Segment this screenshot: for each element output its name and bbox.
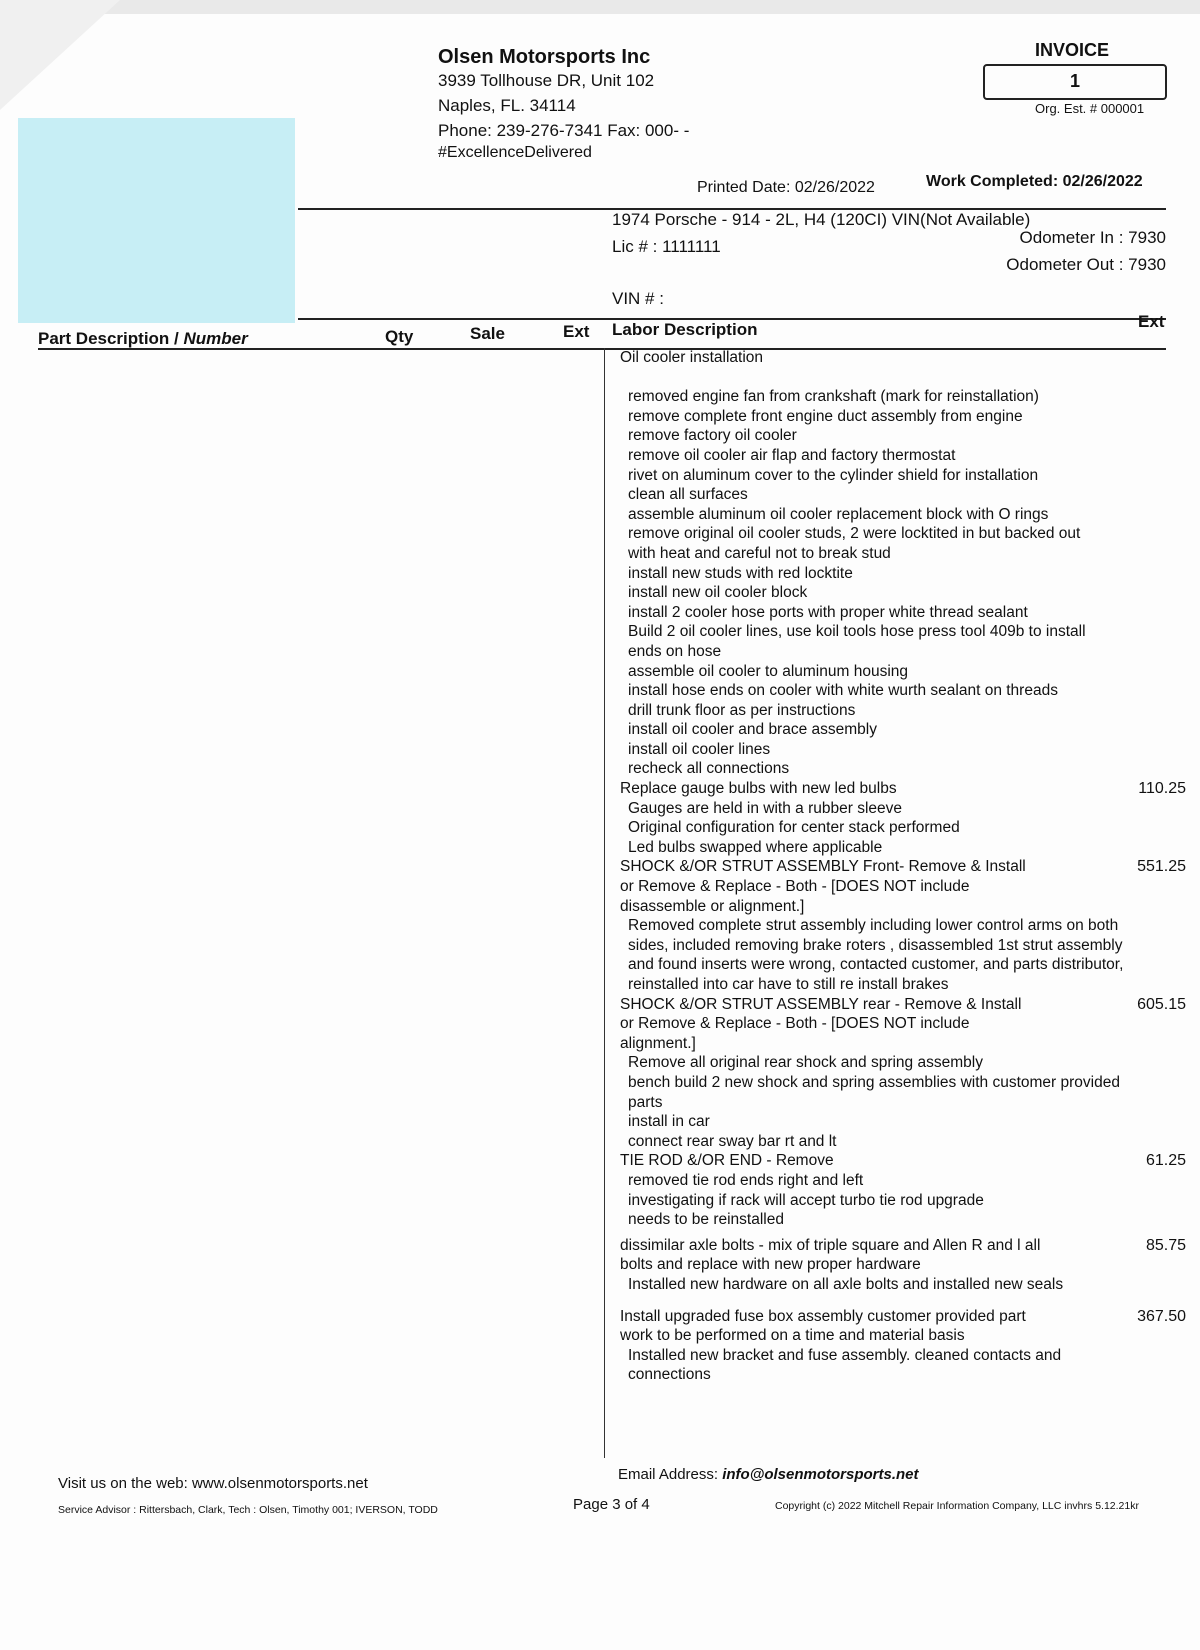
labor-line: Removed complete strut assembly including lower control arms on both sides, included removing brake roters , disassembled 1st strut assembly and found inserts were wrong, contacted customer, and parts distributor, reinstalled into car have to still re install brakes [628, 917, 1124, 993]
labor-line: Remove all original rear shock and spring assembly [628, 1054, 983, 1072]
labor-item-title: dissimilar axle bolts - mix of triple square and Allen R and l all bolts and replace with new proper hardware [620, 1236, 1041, 1274]
labor-item-desc [620, 1171, 1160, 1230]
service-advisor-line: Service Advisor : Rittersbach, Clark, Tech : Olsen, Timothy 001; IVERSON, TODD [58, 1504, 438, 1516]
labor-line: install hose ends on cooler with white wurth sealant on threads [628, 682, 1058, 700]
org-estimate-number: Org. Est. # 000001 [1035, 101, 1145, 116]
labor-item-desc [620, 1346, 1128, 1385]
printed-date: Printed Date: 02/26/2022 [697, 179, 875, 196]
col-ext: Ext [563, 322, 590, 341]
col-labor-ext: Ext [1138, 312, 1165, 331]
labor-line: install oil cooler and brace assembly [628, 721, 877, 739]
labor-item [620, 348, 1160, 779]
labor-item-title: Oil cooler installation [620, 349, 764, 366]
labor-line: assemble aluminum oil cooler replacement block with O rings [628, 505, 1049, 523]
labor-item [620, 857, 1186, 994]
labor-line: recheck all connections [628, 760, 790, 778]
labor-line: install new oil cooler block [628, 584, 808, 602]
labor-line: clean all surfaces [628, 486, 748, 504]
email-address: info@olsenmotorsports.net [722, 1466, 919, 1483]
labor-line: remove factory oil cooler [628, 427, 797, 445]
col-labor-description: Labor Description [612, 320, 758, 339]
col-sale: Sale [470, 324, 505, 343]
labor-item-title: SHOCK &/OR STRUT ASSEMBLY Front- Remove & Install or Remove & Replace - Both - [DOES NOT include disassemble or alignment.] [620, 858, 1026, 915]
labor-line: remove oil cooler air flap and factory thermostat [628, 446, 956, 464]
labor-line: drill trunk floor as per instructions [628, 701, 856, 719]
labor-line: removed tie rod ends right and left [628, 1171, 864, 1189]
labor-item-amount: 605.15 [1137, 995, 1186, 1013]
labor-line: Build 2 oil cooler lines, use koil tools hose press tool 409b to install [628, 623, 1086, 641]
labor-line: install new studs with red locktite [628, 564, 853, 582]
labor-item-amount: 61.25 [1145, 1152, 1186, 1170]
company-tagline: #ExcellenceDelivered [438, 144, 592, 161]
company-phone-fax: Phone: 239-276-7341 Fax: 000- - [438, 121, 690, 140]
company-address-line1: 3939 Tollhouse DR, Unit 102 [438, 71, 655, 90]
labor-line [628, 368, 1160, 388]
labor-item-amount: 110.25 [1138, 780, 1186, 798]
page-number: Page 3 of 4 [573, 1496, 650, 1513]
scan-top-band [0, 0, 1200, 14]
labor-line: Led bulbs swapped where applicable [628, 838, 883, 856]
email-line: Email Address: info@olsenmotorsports.net [618, 1466, 919, 1483]
invoice-number: 1 [983, 64, 1167, 100]
odometer-out: Odometer Out : 7930 [1006, 255, 1166, 274]
col-qty: Qty [385, 327, 414, 346]
labor-item-amount: 551.25 [1137, 858, 1186, 876]
website-line: Visit us on the web: www.olsenmotorsports.net [58, 1475, 368, 1492]
labor-line: investigating if rack will accept turbo tie rod upgrade [628, 1191, 984, 1209]
labor-line: Gauges are held in with a rubber sleeve [628, 799, 902, 817]
vin-label: VIN # : [612, 289, 664, 308]
labor-line: install oil cooler lines [628, 740, 771, 758]
labor-list [620, 348, 1186, 1385]
labor-item-title: SHOCK &/OR STRUT ASSEMBLY rear - Remove & Install or Remove & Replace - Both - [DOES NOT include alignment.] [620, 995, 1022, 1052]
sticky-note-redaction [18, 118, 295, 323]
labor-line: assemble oil cooler to aluminum housing [628, 662, 909, 680]
company-name: Olsen Motorsports Inc [438, 46, 651, 68]
company-address-line2: Naples, FL. 34114 [438, 96, 576, 115]
labor-column-divider [604, 348, 605, 1458]
labor-line: connect rear sway bar rt and lt [628, 1132, 837, 1150]
labor-item [620, 1236, 1186, 1295]
labor-item-title: TIE ROD &/OR END - Remove [620, 1152, 834, 1170]
labor-item-desc [620, 799, 1160, 858]
labor-line: removed engine fan from crankshaft (mark for reinstallation) [628, 388, 1039, 406]
copyright-line: Copyright (c) 2022 Mitchell Repair Information Company, LLC invhrs 5.12.21kr [775, 1500, 1139, 1512]
labor-line: remove original oil cooler studs, 2 were locktited in but backed out [628, 525, 1081, 543]
labor-item-desc [620, 916, 1148, 994]
labor-line: needs to be reinstalled [628, 1211, 784, 1229]
labor-item-desc [620, 368, 1160, 779]
vehicle-description: 1974 Porsche - 914 - 2L, H4 (120CI) VIN(Not Available) [612, 210, 1031, 229]
labor-line: rivet on aluminum cover to the cylinder shield for installation [628, 466, 1039, 484]
labor-line: Installed new bracket and fuse assembly. cleaned contacts and connections [628, 1346, 1062, 1384]
labor-line: install 2 cooler hose ports with proper white thread sealant [628, 603, 1028, 621]
labor-item-title: Replace gauge bulbs with new led bulbs [620, 780, 897, 798]
labor-line: ends on hose [628, 642, 722, 660]
work-completed-date: Work Completed: 02/26/2022 [926, 173, 1143, 190]
labor-item [620, 995, 1186, 1152]
col-part-description: Part Description / Number [38, 329, 248, 348]
labor-line: with heat and careful not to break stud [628, 544, 891, 562]
labor-item-title: Install upgraded fuse box assembly customer provided part work to be performed on a time and material basis [620, 1307, 1026, 1345]
license-number: Lic # : 1111111 [612, 237, 721, 256]
labor-item-amount: 367.50 [1137, 1307, 1186, 1325]
labor-line: install in car [628, 1113, 710, 1131]
labor-item-amount: 85.75 [1145, 1236, 1186, 1254]
labor-line: Installed new hardware on all axle bolts and installed new seals [628, 1275, 1064, 1293]
labor-item-desc [620, 1275, 1160, 1295]
invoice-label: INVOICE [1035, 40, 1110, 60]
labor-item [620, 779, 1186, 857]
labor-line: Original configuration for center stack performed [628, 819, 960, 837]
labor-line: bench build 2 new shock and spring assemblies with customer provided parts [628, 1073, 1120, 1111]
folded-corner [0, 0, 120, 110]
odometer-in: Odometer In : 7930 [1019, 228, 1166, 247]
labor-item [620, 1307, 1186, 1385]
labor-item-desc [620, 1053, 1128, 1151]
labor-line: remove complete front engine duct assembly from engine [628, 407, 1023, 425]
labor-item [620, 1151, 1186, 1229]
